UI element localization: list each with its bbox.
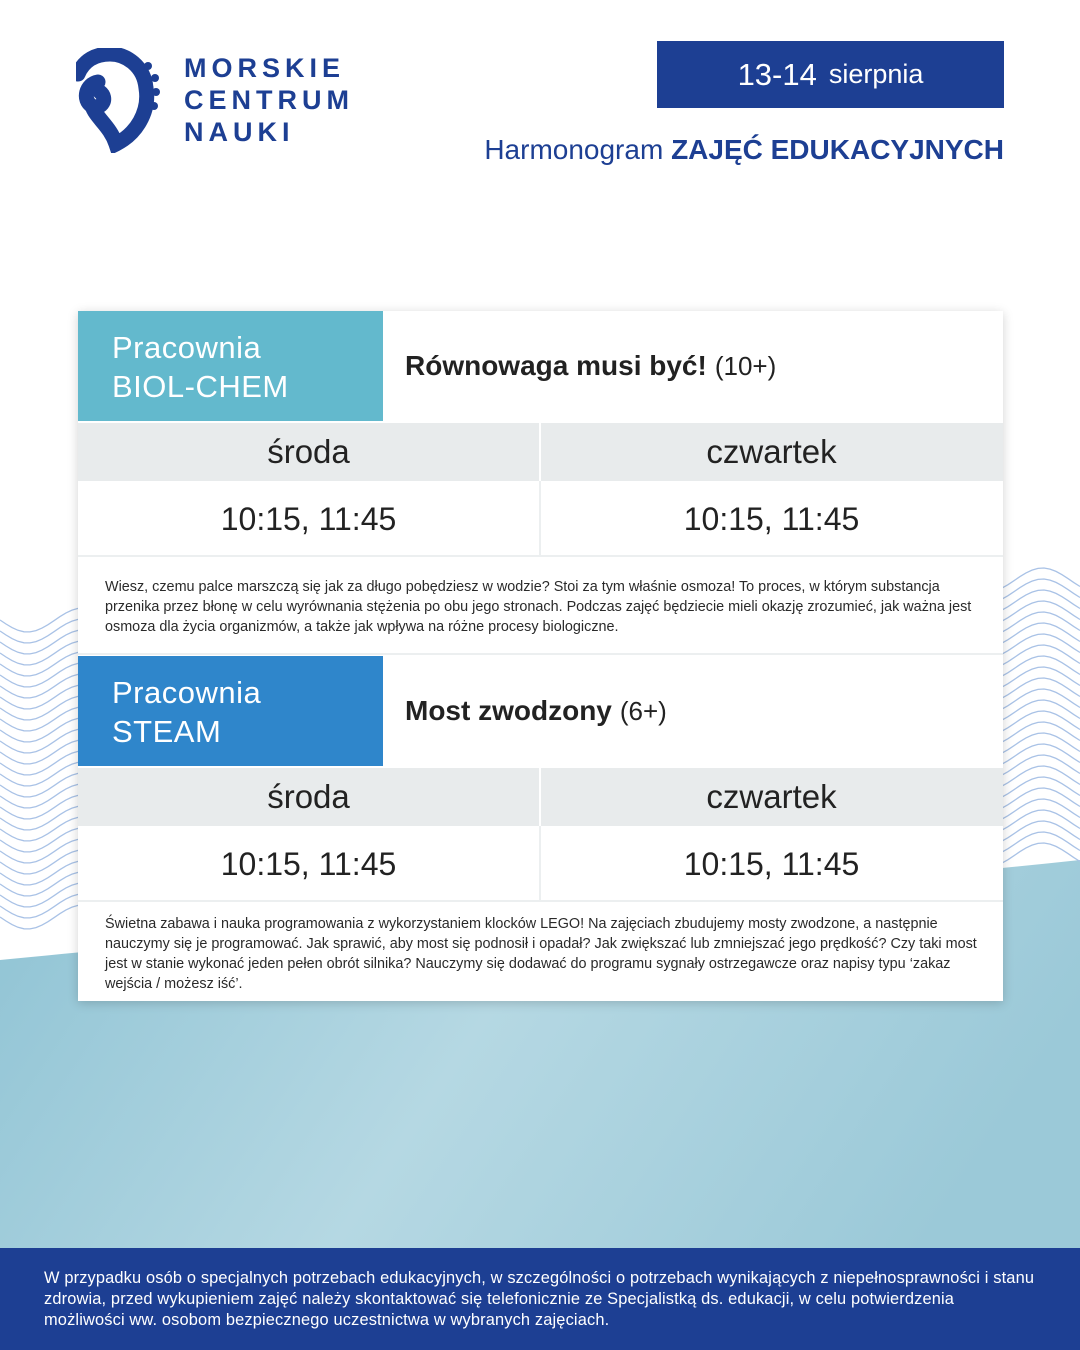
block-divider — [78, 653, 1003, 655]
wave-icon — [76, 48, 166, 153]
session-steam — [78, 656, 1003, 1001]
logo-wordmark — [184, 52, 354, 148]
logo-line-2: CENTRUM — [184, 85, 354, 115]
times-wednesday: 10:15, 11:45 — [220, 500, 397, 537]
session-biol-chem — [78, 311, 1003, 656]
age-badge: (10+) — [714, 350, 777, 381]
lab-label-steam — [78, 656, 383, 766]
times-thursday: 10:15, 11:45 — [683, 845, 860, 882]
date-badge — [657, 41, 1004, 108]
session-title-text: Równowaga musi być! — [405, 350, 707, 381]
lab-line-1: Pracownia — [112, 675, 262, 710]
date-days: 13-14 — [737, 56, 817, 92]
times-wednesday: 10:15, 11:45 — [220, 845, 397, 882]
day-row — [78, 768, 1003, 826]
logo-line-3: NAUKI — [184, 117, 295, 147]
lab-line-2: BIOL-CHEM — [112, 369, 289, 404]
time-row — [78, 481, 1003, 557]
footer-note: W przypadku osób o specjalnych potrzebach edukacyjnych, w szczególności o potrzebach wynikających z niepełnosprawności i stanu zdrowia, przed wykupieniem zajęć należy skontaktować się telefonicznie ze Specjalistką ds. edukacji, w celu potwierdzenia możliwości ww. osobom bezpiecznego uczestnictwa w wybranych zajęciach. — [0, 1248, 1080, 1350]
lab-label-biol-chem — [78, 311, 383, 421]
lab-line-2: STEAM — [112, 714, 222, 749]
session-header — [78, 656, 1003, 766]
logo — [76, 48, 376, 158]
day-wednesday: środa — [267, 433, 350, 470]
page-title-regular: Harmonogram — [484, 134, 664, 165]
logo-line-1: MORSKIE — [184, 53, 346, 83]
session-description: Wiesz, czemu palce marszczą się jak za długo pobędziesz w wodzie? Stoi za tym właśnie osmoza! To proces, w którym substancja przenika przez błonę w celu wyrównania stężenia po obu jego stronach. Podczas zajęć będziecie mieli okazję zrozumieć, jak ważna jest osmoza dla życia organizmów, a także jak wpływa na różne procesy biologiczne. — [105, 579, 972, 635]
day-thursday: czwartek — [706, 778, 837, 815]
age-badge: (6+) — [619, 695, 667, 726]
page-title-bold: ZAJĘĆ EDUKACYJNYCH — [671, 134, 1004, 165]
session-header — [78, 311, 1003, 421]
times-thursday: 10:15, 11:45 — [683, 500, 860, 537]
schedule-card — [78, 311, 1003, 1001]
session-title-text: Most zwodzony — [405, 695, 612, 726]
day-row — [78, 423, 1003, 481]
session-title — [405, 656, 667, 766]
page-title — [484, 134, 1004, 166]
time-row — [78, 826, 1003, 902]
day-wednesday: środa — [267, 778, 350, 815]
session-title — [405, 311, 776, 421]
date-month: sierpnia — [828, 59, 924, 89]
day-thursday: czwartek — [706, 433, 837, 470]
session-description: Świetna zabawa i nauka programowania z wykorzystaniem klocków LEGO! Na zajęciach zbudujemy mosty zwodzone, a następnie nauczymy się je programować. Jak sprawić, aby most się podnosił i opadał? Jak zwiększać lub zmniejszać jego prędkość? Czy taki most jest w stanie wykonać jeden pełen obrót silnika? Nauczymy się dodawać do programu sygnały ostrzegawcze oraz napisy typu ‘zakaz wejścia / możesz iść’. — [105, 916, 977, 992]
lab-line-1: Pracownia — [112, 330, 262, 365]
